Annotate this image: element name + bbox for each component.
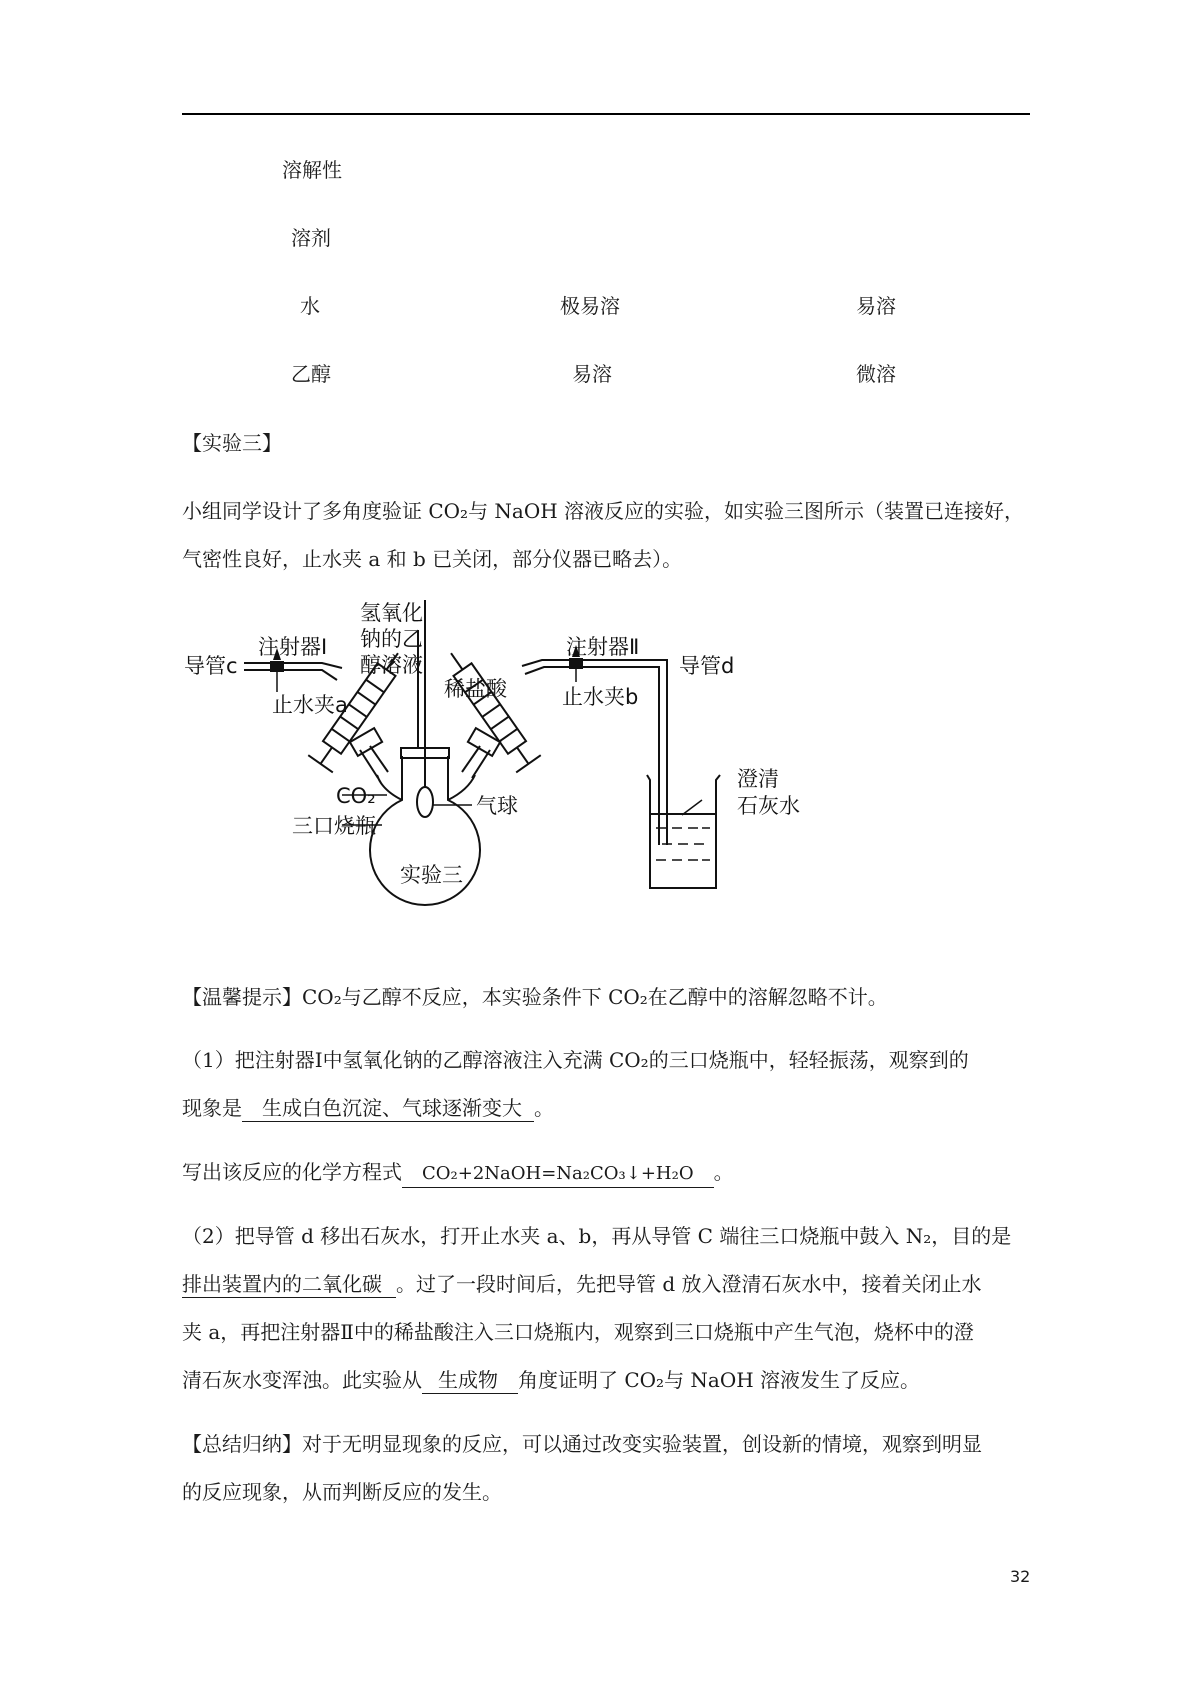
balloon — [417, 787, 433, 817]
q2-line-4-prefix: 清石灰水变浑浊。此实验从 — [182, 1368, 422, 1392]
q1-eq-suffix: 。 — [713, 1160, 734, 1184]
tube-c — [244, 663, 342, 668]
label-syringe-2: 注射器Ⅱ — [566, 635, 640, 659]
label-limewater-1: 澄清 — [737, 767, 779, 791]
left-stopper — [350, 728, 382, 756]
table-header-solvent: 溶剂 — [291, 226, 331, 250]
table-cell-solvent: 乙醇 — [291, 362, 331, 386]
q2-line-4-suffix: 角度证明了 CO₂与 NaOH 溶液发生了反应。 — [518, 1368, 921, 1392]
q2-line-1: （2）把导管 d 移出石灰水，打开止水夹 a、b，再从导管 C 端往三口烧瓶中鼓入 N₂，目的是 — [182, 1224, 1012, 1248]
label-hcl: 稀盐酸 — [444, 677, 507, 701]
label-naoh-3: 醇溶液 — [360, 653, 423, 677]
label-balloon: 气球 — [476, 794, 518, 818]
q2-answer-purpose: 排出装置内的二氧化碳 — [182, 1271, 396, 1298]
summary-label: 【总结归纳】 — [182, 1432, 302, 1456]
page-number: 32 — [1010, 1567, 1031, 1586]
label-flask: 三口烧瓶 — [292, 814, 376, 838]
tip-text: CO₂与乙醇不反应，本实验条件下 CO₂在乙醇中的溶解忽略不计。 — [302, 985, 888, 1009]
table-cell-solvent: 水 — [300, 294, 320, 318]
q1-eq-prefix: 写出该反应的化学方程式 — [182, 1160, 402, 1184]
label-limewater-2: 石灰水 — [737, 794, 800, 818]
label-naoh-2: 钠的乙 — [360, 627, 423, 651]
intro-line-1: 小组同学设计了多角度验证 CO₂与 NaOH 溶液反应的实验，如实验三图所示（装置已连接好， — [182, 499, 1025, 523]
table-cell: 微溶 — [856, 362, 896, 386]
table-cell: 极易溶 — [560, 294, 620, 318]
label-tube-c: 导管c — [184, 654, 238, 678]
label-clamp-a: 止水夹a — [272, 693, 348, 717]
table-cell: 易溶 — [856, 294, 896, 318]
q2-line-2 — [182, 1260, 1032, 1308]
beaker — [647, 775, 720, 888]
q1-line-1: （1）把注射器Ⅰ中氢氧化钠的乙醇溶液注入充满 CO₂的三口烧瓶中，轻轻振荡，观察到的 — [182, 1048, 969, 1072]
summary-line-2: 的反应现象，从而判断反应的发生。 — [182, 1480, 502, 1504]
q2-line-3: 夹 a，再把注射器Ⅱ中的稀盐酸注入三口烧瓶内，观察到三口烧瓶中产生气泡，烧杯中的澄 — [182, 1320, 974, 1344]
intro-line-2: 气密性良好，止水夹 a 和 b 已关闭，部分仪器已略去）。 — [182, 547, 683, 571]
table-header-solubility: 溶解性 — [282, 158, 342, 182]
label-syringe-1: 注射器Ⅰ — [258, 635, 328, 659]
figure-caption: 实验三 — [400, 863, 463, 887]
experiment-apparatus-figure — [182, 600, 822, 950]
section-title: 【实验三】 — [182, 431, 282, 455]
label-co2: CO₂ — [336, 784, 376, 808]
q2-line-2-text: 。过了一段时间后，先把导管 d 放入澄清石灰水中，接着关闭止水 — [396, 1272, 982, 1296]
label-tube-d: 导管d — [679, 654, 735, 678]
label-clamp-b: 止水夹b — [562, 685, 639, 709]
summary-text-1: 对于无明显现象的反应，可以通过改变实验装置，创设新的情境，观察到明显 — [302, 1432, 982, 1456]
syringe-2 — [439, 645, 541, 773]
q1-line-2 — [182, 1084, 1032, 1132]
q1-equation-line — [182, 1148, 1032, 1196]
q1-answer-phenomenon: 生成白色沉淀、气球逐渐变大 — [242, 1095, 534, 1122]
q2-answer-angle: 生成物 — [422, 1367, 518, 1394]
summary-line-1 — [182, 1420, 1032, 1468]
q1-prefix: 现象是 — [182, 1096, 242, 1120]
right-stopper — [468, 728, 500, 756]
q1-suffix: 。 — [534, 1096, 554, 1120]
tip-label: 【温馨提示】 — [182, 985, 302, 1009]
q1-answer-equation: CO₂+2NaOH=Na₂CO₃↓+H₂O — [402, 1161, 714, 1188]
header-rule — [182, 113, 1030, 115]
q2-line-4 — [182, 1356, 1032, 1404]
label-naoh-1: 氢氧化 — [360, 601, 423, 625]
tip-paragraph — [182, 973, 1032, 1021]
table-cell: 易溶 — [572, 362, 612, 386]
